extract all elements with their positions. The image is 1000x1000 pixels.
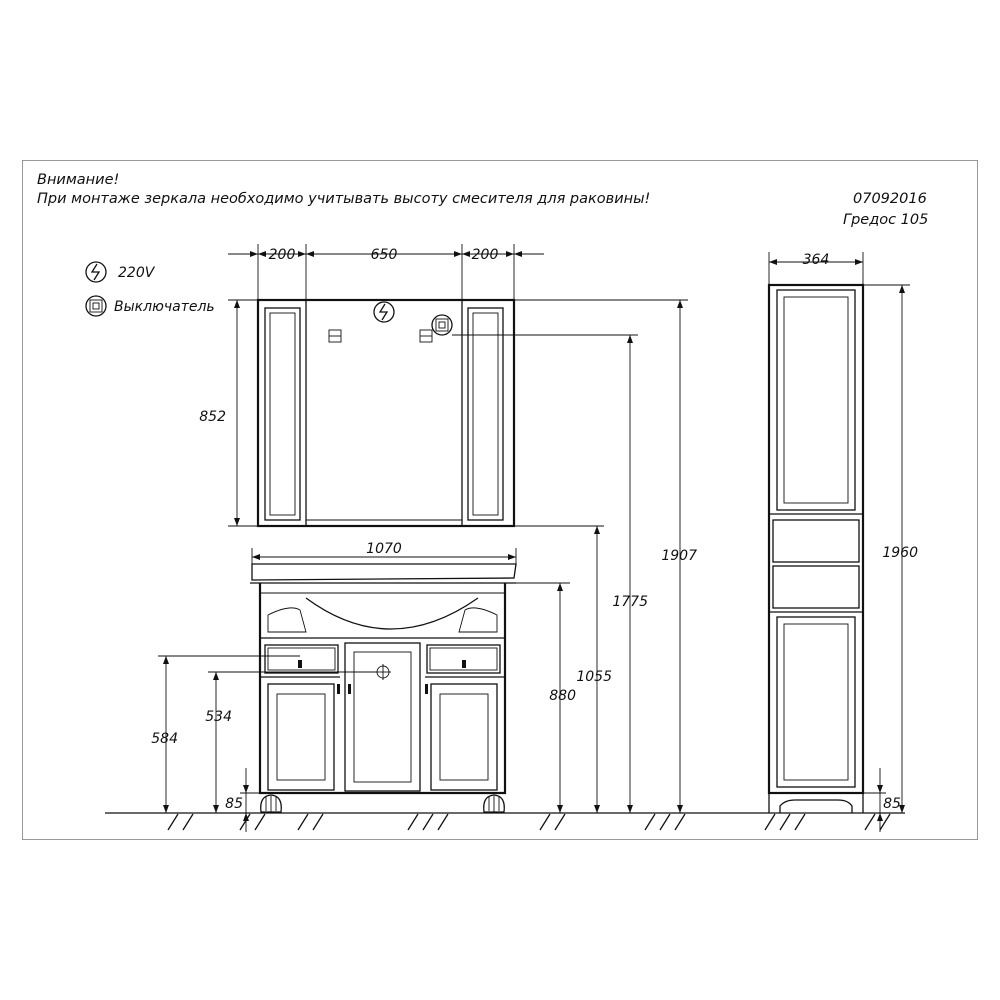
dim-1907: 1907 [661,548,697,564]
dim-200-left: 200 [268,247,296,263]
dim-880: 880 [549,688,576,704]
mirror-cabinet [258,300,514,526]
dimension-534 [205,672,377,813]
dimension-1055 [514,526,612,813]
dimension-85-column [863,768,901,832]
dim-85-vanity: 85 [225,796,243,812]
tall-column [769,285,863,813]
dim-1070: 1070 [366,541,402,557]
power-icon [86,262,106,282]
switch-label: Выключатель [114,299,215,315]
dim-584: 584 [151,731,178,747]
warning-text: При монтаже зеркала необходимо учитывать высоту смесителя для раковины! [37,191,651,207]
dim-852: 852 [199,409,226,425]
dimension-364 [769,252,863,285]
dim-534: 534 [205,709,232,725]
power-outlet-marker [374,302,394,322]
switch-icon [86,296,106,316]
dim-1775: 1775 [612,594,648,610]
floor [105,813,905,830]
dim-200-right: 200 [471,247,499,263]
dimension-880 [516,583,576,813]
dimension-1775 [452,335,648,813]
document-number: 07092016 [853,191,927,207]
dimension-1907 [514,300,697,813]
dimension-1960 [863,285,918,813]
dimension-85-vanity [225,768,260,832]
dim-650: 650 [370,247,398,263]
power-label: 220V [118,265,155,281]
vanity [250,564,516,812]
legend [86,262,215,316]
dim-364: 364 [802,252,830,268]
dim-1960: 1960 [882,545,918,561]
dimension-852 [199,300,258,526]
dimension-mirror-widths [228,244,544,300]
dim-1055: 1055 [576,669,612,685]
warning-title: Внимание! [37,172,120,188]
product-name: Гредос 105 [843,212,929,228]
switch-marker [432,315,452,335]
dim-85-column: 85 [883,796,901,812]
dimension-1070 [252,541,516,566]
